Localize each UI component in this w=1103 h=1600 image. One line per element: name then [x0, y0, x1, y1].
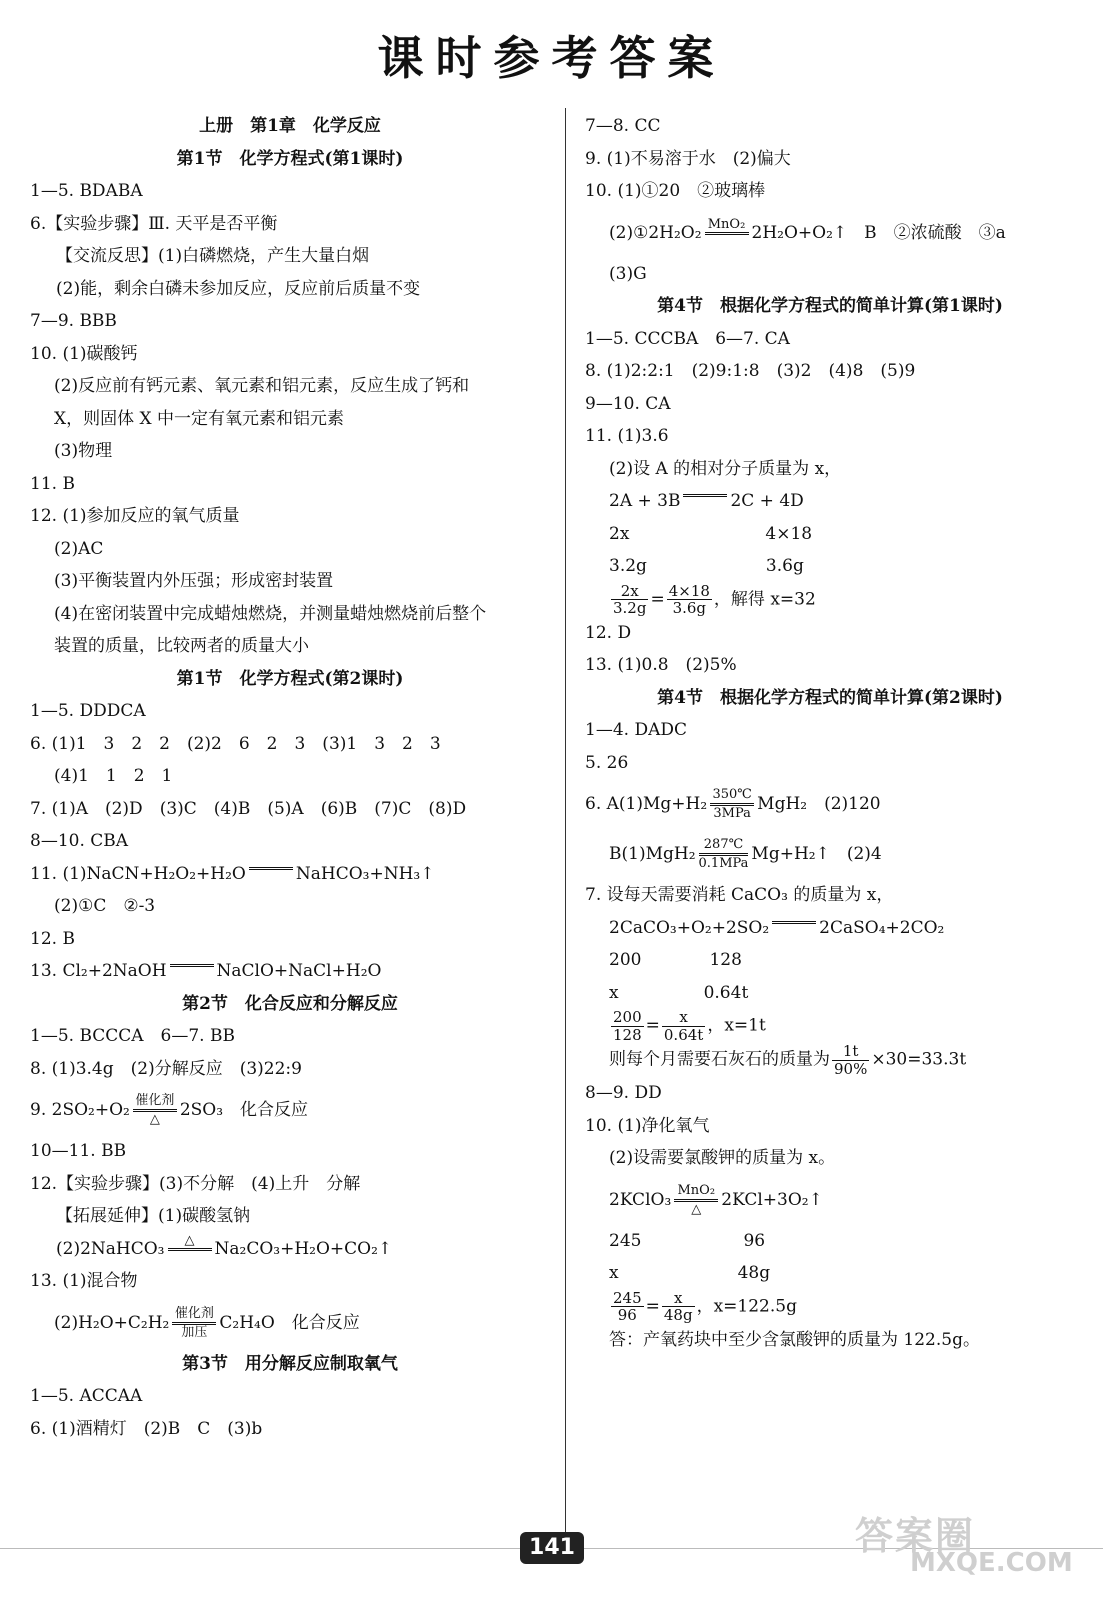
- answer-line: 200 128: [609, 950, 742, 970]
- answer-line: 6.【实验步骤】Ⅲ. 天平是否平衡: [30, 213, 278, 234]
- answer-line: 12. (1)参加反应的氧气质量: [30, 506, 240, 526]
- answer-line: [585, 1175, 1075, 1225]
- fraction-denominator: 90%: [834, 1059, 868, 1078]
- answer-line: 12. B: [30, 928, 75, 949]
- answer-line: 1—5. DDDCA: [30, 701, 146, 721]
- answer-line: 245 96: [609, 1230, 766, 1251]
- fraction-numerator: x: [662, 1009, 705, 1027]
- answer-line: 9. (1)不易溶于水 (2)偏大: [585, 148, 791, 169]
- answer-line: (2)①C ②-3: [54, 896, 156, 916]
- answer-line: (3)G: [609, 263, 647, 284]
- fraction-result: ×30=33.3t: [871, 1049, 967, 1070]
- equation-condition-bottom: 加压: [181, 1324, 208, 1340]
- fraction: [662, 1009, 705, 1043]
- answer-line: 1—4. DADC: [585, 720, 687, 740]
- equation-reactants: B(1)MgH₂: [609, 844, 696, 864]
- answer-line: 装置的质量，比较两者的质量大小: [54, 636, 309, 656]
- watermark-logo: 答案圈: [855, 1514, 976, 1558]
- answer-line: 12. D: [585, 622, 632, 643]
- answer-line: (2)反应前有钙元素、氧元素和铝元素，反应生成了钙和: [54, 376, 470, 396]
- equation-reactants: 13. Cl₂+2NaOH: [30, 961, 167, 981]
- answer-line: 1—5. BDABA: [30, 181, 143, 201]
- equation-arrow: [249, 866, 293, 883]
- answer-line: [585, 583, 1075, 617]
- equation-condition-bottom: [249, 871, 293, 883]
- equation-arrow: [710, 788, 754, 820]
- fraction: [611, 583, 648, 617]
- fraction-denominator: 0.64t: [663, 1025, 704, 1044]
- equation-arrow: [133, 1094, 177, 1126]
- equation-arrow: [683, 493, 727, 510]
- answer-line: 11. B: [30, 473, 75, 494]
- page-number: 141: [520, 1532, 584, 1564]
- equation-reactants: 2CaCO₃+O₂+2SO₂: [609, 917, 770, 938]
- fraction: [667, 583, 712, 617]
- equation-arrow: [168, 1234, 212, 1265]
- answer-line: [585, 912, 1075, 945]
- fraction-prefix: 则每个月需要石灰石的质量为: [609, 1049, 830, 1070]
- answer-line: 10. (1)碳酸钙: [30, 343, 138, 364]
- answer-line: x 0.64t: [609, 982, 749, 1003]
- page-title: 课时参考答案: [377, 31, 726, 85]
- answer-line: 8—9. DD: [585, 1083, 662, 1103]
- answer-line: 10—11. BB: [30, 1141, 127, 1161]
- equation-reactants: 9. 2SO₂+O₂: [30, 1100, 130, 1120]
- fraction: [611, 1009, 644, 1043]
- answer-line: 8—10. CBA: [30, 831, 129, 851]
- equation-products: Na₂CO₃+H₂O+CO₂↑: [214, 1238, 393, 1259]
- answer-line: 8. (1)2:2:1 (2)9:1:8 (3)2 (4)8 (5)9: [585, 361, 916, 381]
- equation-products: C₂H₄O 化合反应: [219, 1312, 360, 1333]
- answer-line: [30, 858, 550, 891]
- answer-line: 1—5. ACCAA: [30, 1386, 143, 1406]
- answer-line: [585, 1290, 1075, 1324]
- answer-line: 10. (1)净化氧气: [585, 1115, 710, 1136]
- equation-condition-top: MnO₂: [677, 1182, 716, 1198]
- equation-reactants: (2)H₂O+C₂H₂: [54, 1312, 170, 1333]
- section-heading: 上册 第1章 化学反应: [199, 116, 381, 136]
- answer-line: (3)平衡装置内外压强；形成密封装置: [54, 571, 334, 591]
- answer-line: [585, 485, 1075, 518]
- fraction-numerator: 245: [613, 1288, 642, 1307]
- section-heading: 第4节 根据化学方程式的简单计算(第1课时): [657, 296, 1003, 316]
- fraction: [662, 1290, 695, 1324]
- equation-condition-bottom: [168, 1252, 212, 1264]
- equation-condition-bottom: 3MPa: [713, 806, 751, 821]
- left-column: [30, 110, 550, 1445]
- answer-line: 1—5. BCCCA 6—7. BB: [30, 1026, 235, 1046]
- answer-line: 5. 26: [585, 752, 629, 773]
- equation-arrow: [705, 218, 749, 249]
- answer-line: [585, 829, 1075, 879]
- equation-condition-bottom: 0.1MPa: [698, 856, 749, 871]
- equation-reactants: 6. A(1)Mg+H₂: [585, 794, 708, 814]
- answer-line: 13. (1)混合物: [30, 1271, 138, 1291]
- fraction-numerator: 2x: [611, 583, 648, 601]
- answer-line: (2)AC: [54, 538, 104, 559]
- equation-arrow: [674, 1184, 718, 1216]
- equation-sign: [249, 867, 293, 870]
- equation-products: 2H₂O+O₂↑ B ②浓硫酸 ③a: [751, 222, 1006, 243]
- answer-line: 7. 设每天需要消耗 CaCO₃ 的质量为 x，: [585, 885, 894, 905]
- answer-line: [30, 1233, 550, 1266]
- equation-arrow: [172, 1307, 216, 1339]
- answer-line: [585, 1043, 1075, 1077]
- fraction-denominator: 128: [613, 1025, 642, 1044]
- answer-line: [585, 779, 1075, 829]
- equation-reactants: 2KClO₃: [609, 1189, 672, 1210]
- equation-sign: [170, 964, 214, 967]
- equation-products: Mg+H₂↑ (2)4: [751, 844, 882, 864]
- equals-sign: =: [650, 589, 665, 609]
- equation-arrow: [772, 920, 816, 937]
- equals-sign: =: [645, 1015, 660, 1036]
- fraction: [611, 1290, 644, 1324]
- fraction-denominator: 3.2g: [613, 599, 647, 617]
- equation-sign: [168, 1248, 212, 1251]
- fraction-denominator: 48g: [663, 1306, 693, 1324]
- answer-line: 答：产氧药块中至少含氯酸钾的质量为 122.5g。: [609, 1329, 980, 1350]
- equation-products: NaClO+NaCl+H₂O: [216, 961, 382, 981]
- answer-line: (2)设需要氯酸钾的质量为 x。: [609, 1148, 836, 1168]
- equation-condition-bottom: △: [691, 1201, 702, 1217]
- fraction-result: ，解得 x=32: [713, 589, 816, 609]
- section-heading: 第3节 用分解反应制取氧气: [182, 1353, 398, 1374]
- equation-condition-top: 350℃: [712, 787, 752, 803]
- answer-line: 8. (1)3.4g (2)分解反应 (3)22:9: [30, 1058, 302, 1079]
- answer-line: 1—5. CCCBA 6—7. CA: [585, 328, 790, 349]
- answer-line: 10. (1)①20 ②玻璃棒: [585, 181, 766, 201]
- fraction-numerator: 4×18: [668, 581, 710, 600]
- equation-arrow: [699, 838, 749, 870]
- equation-condition-top: 287℃: [703, 837, 744, 853]
- equation-condition-top: 催化剂: [174, 1305, 214, 1321]
- answer-line: (4)1 1 2 1: [54, 766, 173, 786]
- equation-reactants: 11. (1)NaCN+H₂O₂+H₂O: [30, 863, 246, 884]
- fraction-numerator: 200: [613, 1008, 642, 1026]
- answer-line: 6. (1)酒精灯 (2)B C (3)b: [30, 1418, 263, 1439]
- answer-line: X，则固体 X 中一定有氧元素和铝元素: [54, 408, 345, 429]
- equation-products: NaHCO₃+NH₃↑: [295, 863, 435, 884]
- fraction-denominator: 96: [617, 1306, 637, 1324]
- answer-line: x 48g: [609, 1263, 771, 1283]
- answer-line: 7—8. CC: [585, 116, 661, 136]
- answer-line: (2)能，剩余白磷未参加反应，反应前后质量不变: [56, 278, 421, 299]
- fraction-numerator: x: [662, 1290, 695, 1308]
- section-heading: 第1节 化学方程式(第1课时): [176, 148, 404, 169]
- equation-condition-top: 催化剂: [135, 1093, 175, 1109]
- equation-products: 2SO₃ 化合反应: [179, 1100, 309, 1120]
- answer-line: [585, 1009, 1075, 1043]
- fraction-numerator: 1t: [832, 1043, 869, 1061]
- answer-line: 【交流反思】(1)白磷燃烧，产生大量白烟: [56, 246, 370, 266]
- equation-condition-top: △: [184, 1232, 195, 1248]
- equation-products: 2CaSO₄+2CO₂: [819, 917, 945, 938]
- answer-line: [30, 1085, 550, 1135]
- equation-sign: [772, 921, 816, 924]
- equation-condition-bottom: [705, 236, 749, 248]
- answer-line: 11. (1)3.6: [585, 426, 669, 446]
- answer-line: (2)设 A 的相对分子质量为 x，: [609, 458, 842, 479]
- fraction: [832, 1043, 869, 1077]
- answer-line: 7—9. BBB: [30, 311, 117, 331]
- answer-line: [30, 1298, 550, 1348]
- equation-products: 2C + 4D: [730, 491, 804, 511]
- equation-condition-top: MnO₂: [707, 216, 746, 232]
- answer-line: 3.2g 3.6g: [609, 556, 804, 576]
- section-heading: 第2节 化合反应和分解反应: [182, 993, 398, 1014]
- equation-products: MgH₂ (2)120: [757, 794, 881, 814]
- equation-reactants: (2)①2H₂O₂: [609, 222, 702, 243]
- fraction-denominator: 3.6g: [672, 599, 707, 617]
- answer-line: 6. (1)1 3 2 2 (2)2 6 2 3 (3)1 3 2 3: [30, 733, 441, 754]
- answer-line: 13. (1)0.8 (2)5%: [585, 655, 737, 675]
- equation-sign: [683, 494, 727, 497]
- right-column: [585, 110, 1075, 1356]
- equation-condition-bottom: [170, 968, 214, 980]
- equation-sign: [705, 232, 749, 235]
- equation-products: 2KCl+3O₂↑: [721, 1189, 823, 1210]
- watermark-url: MXQE.COM: [910, 1548, 1073, 1578]
- section-heading: 第1节 化学方程式(第2课时): [176, 668, 404, 689]
- answer-line: 2x 4×18: [609, 523, 813, 544]
- answer-line: [30, 955, 550, 988]
- fraction-result: ，x=1t: [707, 1015, 766, 1036]
- answer-line: (3)物理: [54, 441, 113, 461]
- equation-arrow: [170, 963, 214, 980]
- answer-line: (4)在密闭装置中完成蜡烛燃烧，并测量蜡烛燃烧前后整个: [54, 603, 487, 624]
- answer-line: 【拓展延伸】(1)碳酸氢钠: [56, 1206, 251, 1226]
- equation-reactants: (2)2NaHCO₃: [56, 1238, 165, 1259]
- equation-condition-bottom: △: [149, 1112, 160, 1127]
- equation-condition-bottom: [772, 925, 816, 937]
- column-divider: [565, 108, 566, 1548]
- equation-reactants: 2A + 3B: [609, 491, 681, 511]
- answer-line: 9—10. CA: [585, 393, 671, 414]
- fraction-result: ，x=122.5g: [696, 1296, 797, 1316]
- section-heading: 第4节 根据化学方程式的简单计算(第2课时): [657, 687, 1003, 708]
- answer-line: [585, 208, 1075, 258]
- equation-condition-bottom: [683, 498, 727, 510]
- answer-line: 7. (1)A (2)D (3)C (4)B (5)A (6)B (7)C (8)D: [30, 798, 467, 819]
- answer-line: 12.【实验步骤】(3)不分解 (4)上升 分解: [30, 1173, 361, 1194]
- equals-sign: =: [645, 1296, 660, 1316]
